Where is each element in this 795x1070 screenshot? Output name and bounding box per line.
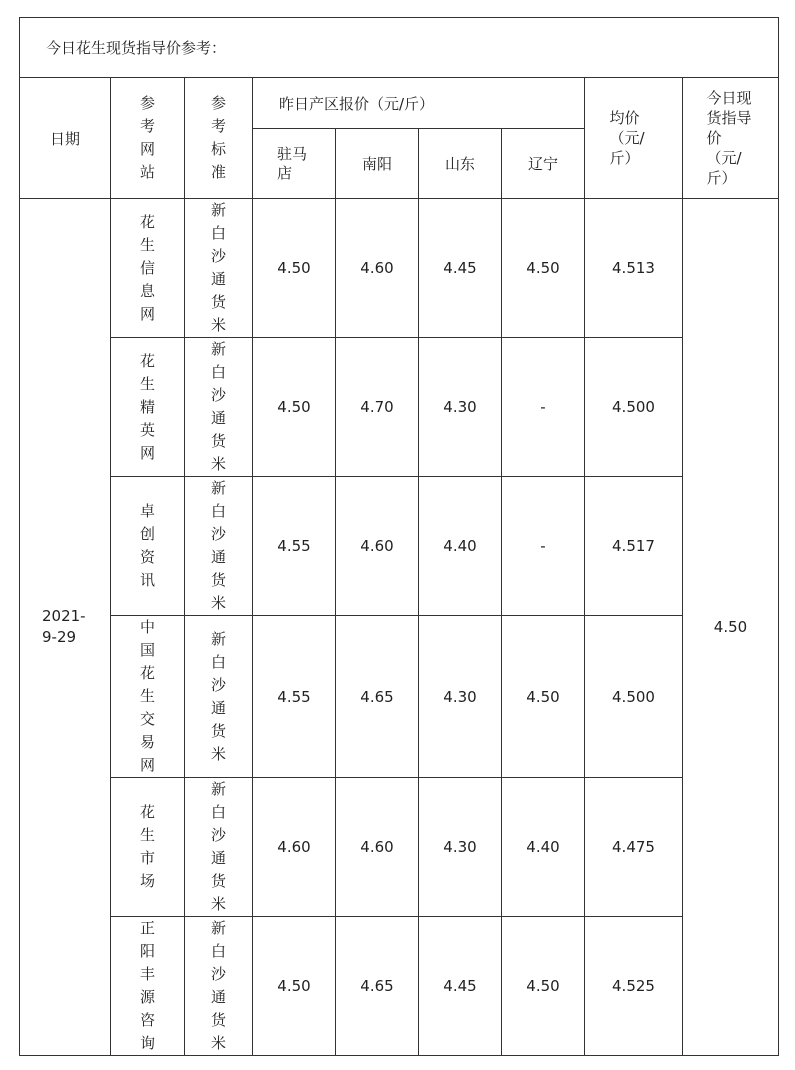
price-avg: 4.525	[585, 917, 683, 1056]
header-row-1	[20, 78, 779, 129]
header-region-nanyang: 南阳	[336, 129, 419, 199]
price-zhumadian: 4.55	[253, 477, 336, 616]
price-shandong: 4.30	[419, 778, 502, 917]
price-avg: 4.513	[585, 199, 683, 338]
standard-cell: 新白沙通货米	[185, 199, 253, 338]
table-title: 今日花生现货指导价参考：	[20, 18, 779, 78]
header-region-group: 昨日产区报价（元/斤）	[253, 78, 585, 129]
site-cell: 花生信息网	[111, 199, 185, 338]
standard-cell: 新白沙通货米	[185, 917, 253, 1056]
price-nanyang: 4.70	[336, 338, 419, 477]
header-date: 日期	[20, 78, 111, 199]
header-standard: 参考标准	[185, 78, 253, 199]
price-liaoning: 4.50	[502, 917, 585, 1056]
price-nanyang: 4.60	[336, 477, 419, 616]
price-zhumadian: 4.50	[253, 917, 336, 1056]
title-row	[20, 18, 779, 78]
price-liaoning: 4.50	[502, 199, 585, 338]
date-cell: 2021-9-29	[20, 199, 111, 1056]
header-guide: 今日现货指导价（元/斤）	[683, 78, 779, 199]
guide-price-cell: 4.50	[683, 199, 779, 1056]
header-region-zhumadian: 驻马店	[253, 129, 336, 199]
price-zhumadian: 4.55	[253, 616, 336, 778]
table-row	[20, 616, 779, 778]
site-cell: 卓创资讯	[111, 477, 185, 616]
price-avg: 4.500	[585, 338, 683, 477]
site-cell: 中国花生交易网	[111, 616, 185, 778]
standard-cell: 新白沙通货米	[185, 778, 253, 917]
table-row	[20, 477, 779, 616]
table-row	[20, 338, 779, 477]
price-zhumadian: 4.50	[253, 338, 336, 477]
price-shandong: 4.40	[419, 477, 502, 616]
price-zhumadian: 4.50	[253, 199, 336, 338]
price-zhumadian: 4.60	[253, 778, 336, 917]
header-site: 参考网站	[111, 78, 185, 199]
site-cell: 花生市场	[111, 778, 185, 917]
price-nanyang: 4.60	[336, 778, 419, 917]
price-nanyang: 4.60	[336, 199, 419, 338]
standard-cell: 新白沙通货米	[185, 616, 253, 778]
table-row	[20, 917, 779, 1056]
header-region-shandong: 山东	[419, 129, 502, 199]
price-shandong: 4.30	[419, 616, 502, 778]
price-nanyang: 4.65	[336, 917, 419, 1056]
header-region-liaoning: 辽宁	[502, 129, 585, 199]
price-liaoning: -	[502, 477, 585, 616]
price-table	[19, 17, 779, 1056]
price-shandong: 4.45	[419, 199, 502, 338]
site-cell: 花生精英网	[111, 338, 185, 477]
price-shandong: 4.45	[419, 917, 502, 1056]
standard-cell: 新白沙通货米	[185, 477, 253, 616]
table-row	[20, 778, 779, 917]
site-cell: 正阳丰源咨询	[111, 917, 185, 1056]
header-avg: 均价（元/斤）	[585, 78, 683, 199]
price-shandong: 4.30	[419, 338, 502, 477]
standard-cell: 新白沙通货米	[185, 338, 253, 477]
price-avg: 4.475	[585, 778, 683, 917]
price-liaoning: 4.50	[502, 616, 585, 778]
price-nanyang: 4.65	[336, 616, 419, 778]
price-avg: 4.500	[585, 616, 683, 778]
price-liaoning: -	[502, 338, 585, 477]
price-avg: 4.517	[585, 477, 683, 616]
price-liaoning: 4.40	[502, 778, 585, 917]
table-row	[20, 199, 779, 338]
